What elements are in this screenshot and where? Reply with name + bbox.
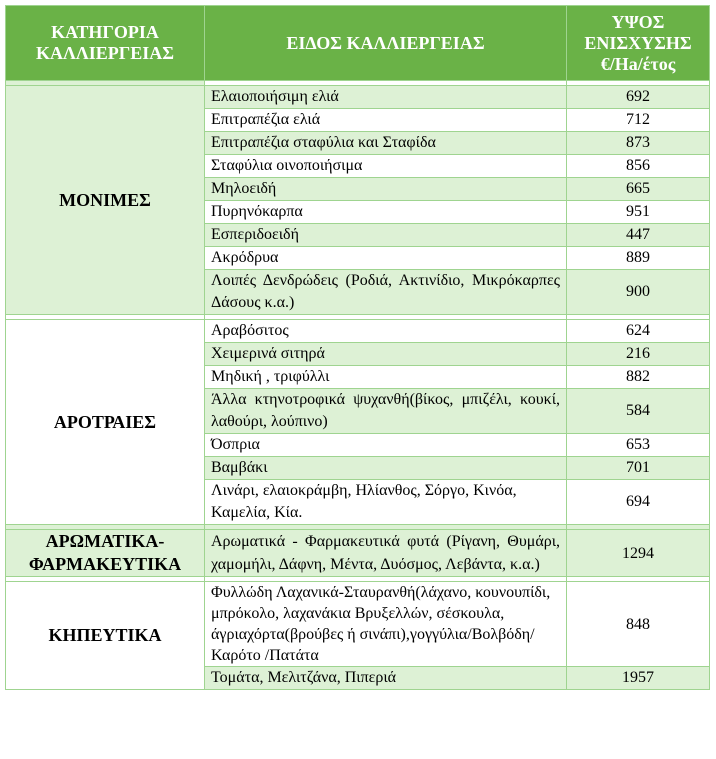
amount-cell: 882	[567, 366, 710, 389]
amount-cell: 653	[567, 434, 710, 457]
crop-type-cell: Λινάρι, ελαιοκράμβη, Ηλίανθος, Σόργο, Κινόα, Καμελία, Κία.	[205, 480, 567, 525]
amount-cell: 712	[567, 109, 710, 132]
crop-type-cell: Επιτραπέζια ελιά	[205, 109, 567, 132]
amount-cell: 624	[567, 320, 710, 343]
amount-cell: 951	[567, 201, 710, 224]
table-row	[6, 530, 710, 577]
crop-type-cell: Φυλλώδη Λαχανικά-Σταυρανθή(λάχανο, κουνουπίδι, μπρόκολο, λαχανάκια Βρυξελλών, σέσκουλα, άγριαχόρτα(βρούβες ή σινάπι),γογγύλια/Βολβόδη/Καρότο /Πατάτα	[205, 582, 567, 667]
crop-type-cell: Μηλοειδή	[205, 178, 567, 201]
table-row	[6, 320, 710, 343]
category-cell: ΑΡΟΤΡΑΙΕΣ	[6, 320, 205, 525]
amount-cell: 873	[567, 132, 710, 155]
crop-type-cell: Χειμερινά σιτηρά	[205, 343, 567, 366]
amount-cell: 694	[567, 480, 710, 525]
crop-type-cell: Εσπεριδοειδή	[205, 224, 567, 247]
crop-type-cell: Αραβόσιτος	[205, 320, 567, 343]
crop-type-cell: Ελαιοποιήσιμη ελιά	[205, 86, 567, 109]
crop-type-cell: Ακρόδρυα	[205, 247, 567, 270]
crop-type-cell: Μηδική , τριφύλλι	[205, 366, 567, 389]
amount-cell: 216	[567, 343, 710, 366]
crop-type-cell: Σταφύλια οινοποιήσιμα	[205, 155, 567, 178]
header-crop-type: ΕΙΔΟΣ ΚΑΛΛΙΕΡΓΕΙΑΣ	[205, 6, 567, 81]
subsidy-table-container	[5, 5, 710, 690]
amount-cell: 447	[567, 224, 710, 247]
header-category: ΚΑΤΗΓΟΡΙΑ ΚΑΛΛΙΕΡΓΕΙΑΣ	[6, 6, 205, 81]
crop-type-cell: Όσπρια	[205, 434, 567, 457]
table-row	[6, 582, 710, 667]
amount-cell: 692	[567, 86, 710, 109]
category-cell: ΑΡΩΜΑΤΙΚΑ- ΦΑΡΜΑΚΕΥΤΙΚΑ	[6, 530, 205, 577]
crop-type-cell: Τομάτα, Μελιτζάνα, Πιπεριά	[205, 667, 567, 690]
category-cell: ΜΟΝΙΜΕΣ	[6, 86, 205, 315]
crop-type-cell: Λοιπές Δενδρώδεις (Ροδιά, Ακτινίδιο, Μικρόκαρπες Δάσους κ.α.)	[205, 270, 567, 315]
amount-cell: 584	[567, 389, 710, 434]
table-row	[6, 86, 710, 109]
amount-cell: 889	[567, 247, 710, 270]
crop-type-cell: Πυρηνόκαρπα	[205, 201, 567, 224]
amount-cell: 848	[567, 582, 710, 667]
amount-cell: 665	[567, 178, 710, 201]
header-amount: ΥΨΟΣ ΕΝΙΣΧΥΣΗΣ €/Ha/έτος	[567, 6, 710, 81]
amount-cell: 1294	[567, 530, 710, 577]
crop-type-cell: Βαμβάκι	[205, 457, 567, 480]
crop-type-cell: Άλλα κτηνοτροφικά ψυχανθή(βίκος, μπιζέλι, κουκί, λαθούρι, λούπινο)	[205, 389, 567, 434]
amount-cell: 701	[567, 457, 710, 480]
crop-type-cell: Αρωματικά - Φαρμακευτικά φυτά (Ρίγανη, Θυμάρι, χαμομήλι, Δάφνη, Μέντα, Δυόσμος, Λεβάντα, κ.α.)	[205, 530, 567, 577]
amount-cell: 900	[567, 270, 710, 315]
amount-cell: 1957	[567, 667, 710, 690]
category-cell: ΚΗΠΕΥΤΙΚΑ	[6, 582, 205, 690]
header-row	[6, 6, 710, 81]
crop-type-cell: Επιτραπέζια σταφύλια και Σταφίδα	[205, 132, 567, 155]
amount-cell: 856	[567, 155, 710, 178]
subsidy-table	[5, 5, 710, 690]
